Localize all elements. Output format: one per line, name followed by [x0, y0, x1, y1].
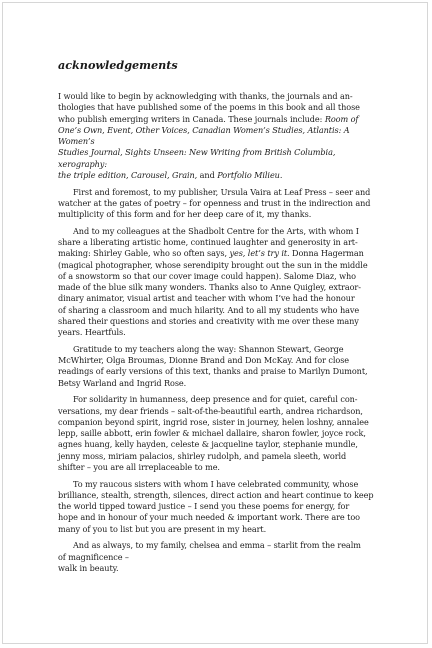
text-span: lepp, saille abbott, erin fowler & michael dallaire, sharon fowler, joyce rock, — [58, 428, 366, 438]
paragraph — [58, 394, 383, 473]
book-page — [2, 2, 428, 644]
text-span: many of you to list but you are present in my heart. — [58, 523, 267, 534]
text-span: Gratitude to my teachers along the way: Shannon Stewart, George — [73, 343, 344, 354]
text-span: brilliance, stealth, strength, silences, direct action and heart continue to keep — [58, 489, 374, 500]
text-span: agnes huang, kelly hayden, celeste & jacqueline taylor, stephanie mundle, — [58, 439, 358, 450]
text-span: shifter – you are all irreplaceable to me. — [58, 461, 220, 472]
text-span: versations, my dear friends – salt-of-the-beautiful earth, andrea richardson, — [58, 405, 363, 416]
paragraph — [58, 91, 383, 181]
text-span: of a snowstorm so that our cover image could happen). Salome Diaz, who — [58, 270, 356, 281]
text-span: watcher at the gates of poetry – for openness and trust in the indirection and — [58, 197, 371, 208]
text-span: And as always, to my family, chelsea and emma – starlit from the realm — [73, 540, 361, 551]
text-span: I would like to begin by acknowledging with thanks, the journals and an- — [58, 91, 353, 101]
acknowledgements-body — [58, 91, 383, 580]
text-span: thologies that have published some of the poems in this book and all those — [58, 102, 360, 113]
text-span: McWhirter, Olga Broumas, Dionne Brand and Don McKay. And for close — [58, 355, 350, 365]
text-span: First and foremost, to my publisher, Ursula Vaira at Leaf Press – seer and — [73, 186, 371, 197]
paragraph — [58, 226, 383, 339]
text-span: hope and in honour of your much needed & important work. There are too — [58, 512, 360, 523]
italic-text: One’s Own, Event, Other Voices, Canadian Women’s Studies, Atlantis: A Women’s — [58, 124, 350, 146]
text-span: Betsy Warland and Ingrid Rose. — [58, 377, 187, 388]
text-span: of sharing a classroom and much hilarity. And to all my students who have — [58, 304, 360, 315]
italic-text: the triple edition, Carousel, Grain, — [58, 169, 198, 180]
text-span: who publish emerging writers in Canada. These journals include: — [58, 113, 325, 124]
text-span: shared their questions and stories and creativity with me over these many — [58, 315, 359, 326]
text-span: share a liberating artistic home, continued laughter and generosity in art- — [58, 237, 358, 247]
text-span: jenny moss, miriam palacios, shirley rudolph, and pamela sleeth, world — [58, 450, 347, 461]
text-span: readings of early versions of this text, thanks and praise to Marilyn Dumont, — [58, 366, 368, 377]
paragraph — [58, 344, 383, 389]
paragraph — [58, 540, 383, 574]
text-span: companion beyond spirit, ingrid rose, sister in journey, helen loshny, annalee — [58, 416, 369, 427]
page-heading: acknowledgements — [58, 58, 178, 72]
text-span: For solidarity in humanness, deep presence and for quiet, careful con- — [73, 394, 358, 405]
text-span: And to my colleagues at the Shadbolt Centre for the Arts, with whom I — [73, 225, 359, 236]
text-span: and — [197, 169, 218, 180]
text-span: (magical photographer, whose serendipity brought out the sun in the middle — [58, 259, 368, 270]
text-span: dinary animator, visual artist and teacher with whom I’ve had the honour — [58, 293, 355, 304]
text-span: years. Heartfuls. — [58, 327, 126, 337]
text-span: making: Shirley Gable, who so often says, — [58, 248, 230, 259]
paragraph — [58, 187, 383, 221]
italic-text: yes, let’s try it. — [229, 248, 290, 259]
italic-text: Room of — [324, 113, 359, 124]
text-span: multiplicity of this form and for her deep care of it, my thanks. — [58, 209, 312, 219]
text-span: the world tipped toward justice – I send you these poems for energy, for — [58, 501, 350, 511]
text-span: made of the blue silk many wonders. Thanks also to Anne Quigley, extraor- — [58, 282, 361, 292]
text-span: walk in beauty. — [58, 562, 119, 573]
text-span: Donna Hagerman — [289, 248, 364, 259]
italic-text: Studies Journal, Sights Unseen: New Writing from British Columbia, xerography: — [58, 147, 336, 169]
text-span: of magnificence – — [58, 551, 129, 562]
text-span: To my raucous sisters with whom I have celebrated community, whose — [73, 478, 359, 489]
paragraph — [58, 479, 383, 535]
italic-text: Portfolio Milieu. — [217, 169, 283, 180]
